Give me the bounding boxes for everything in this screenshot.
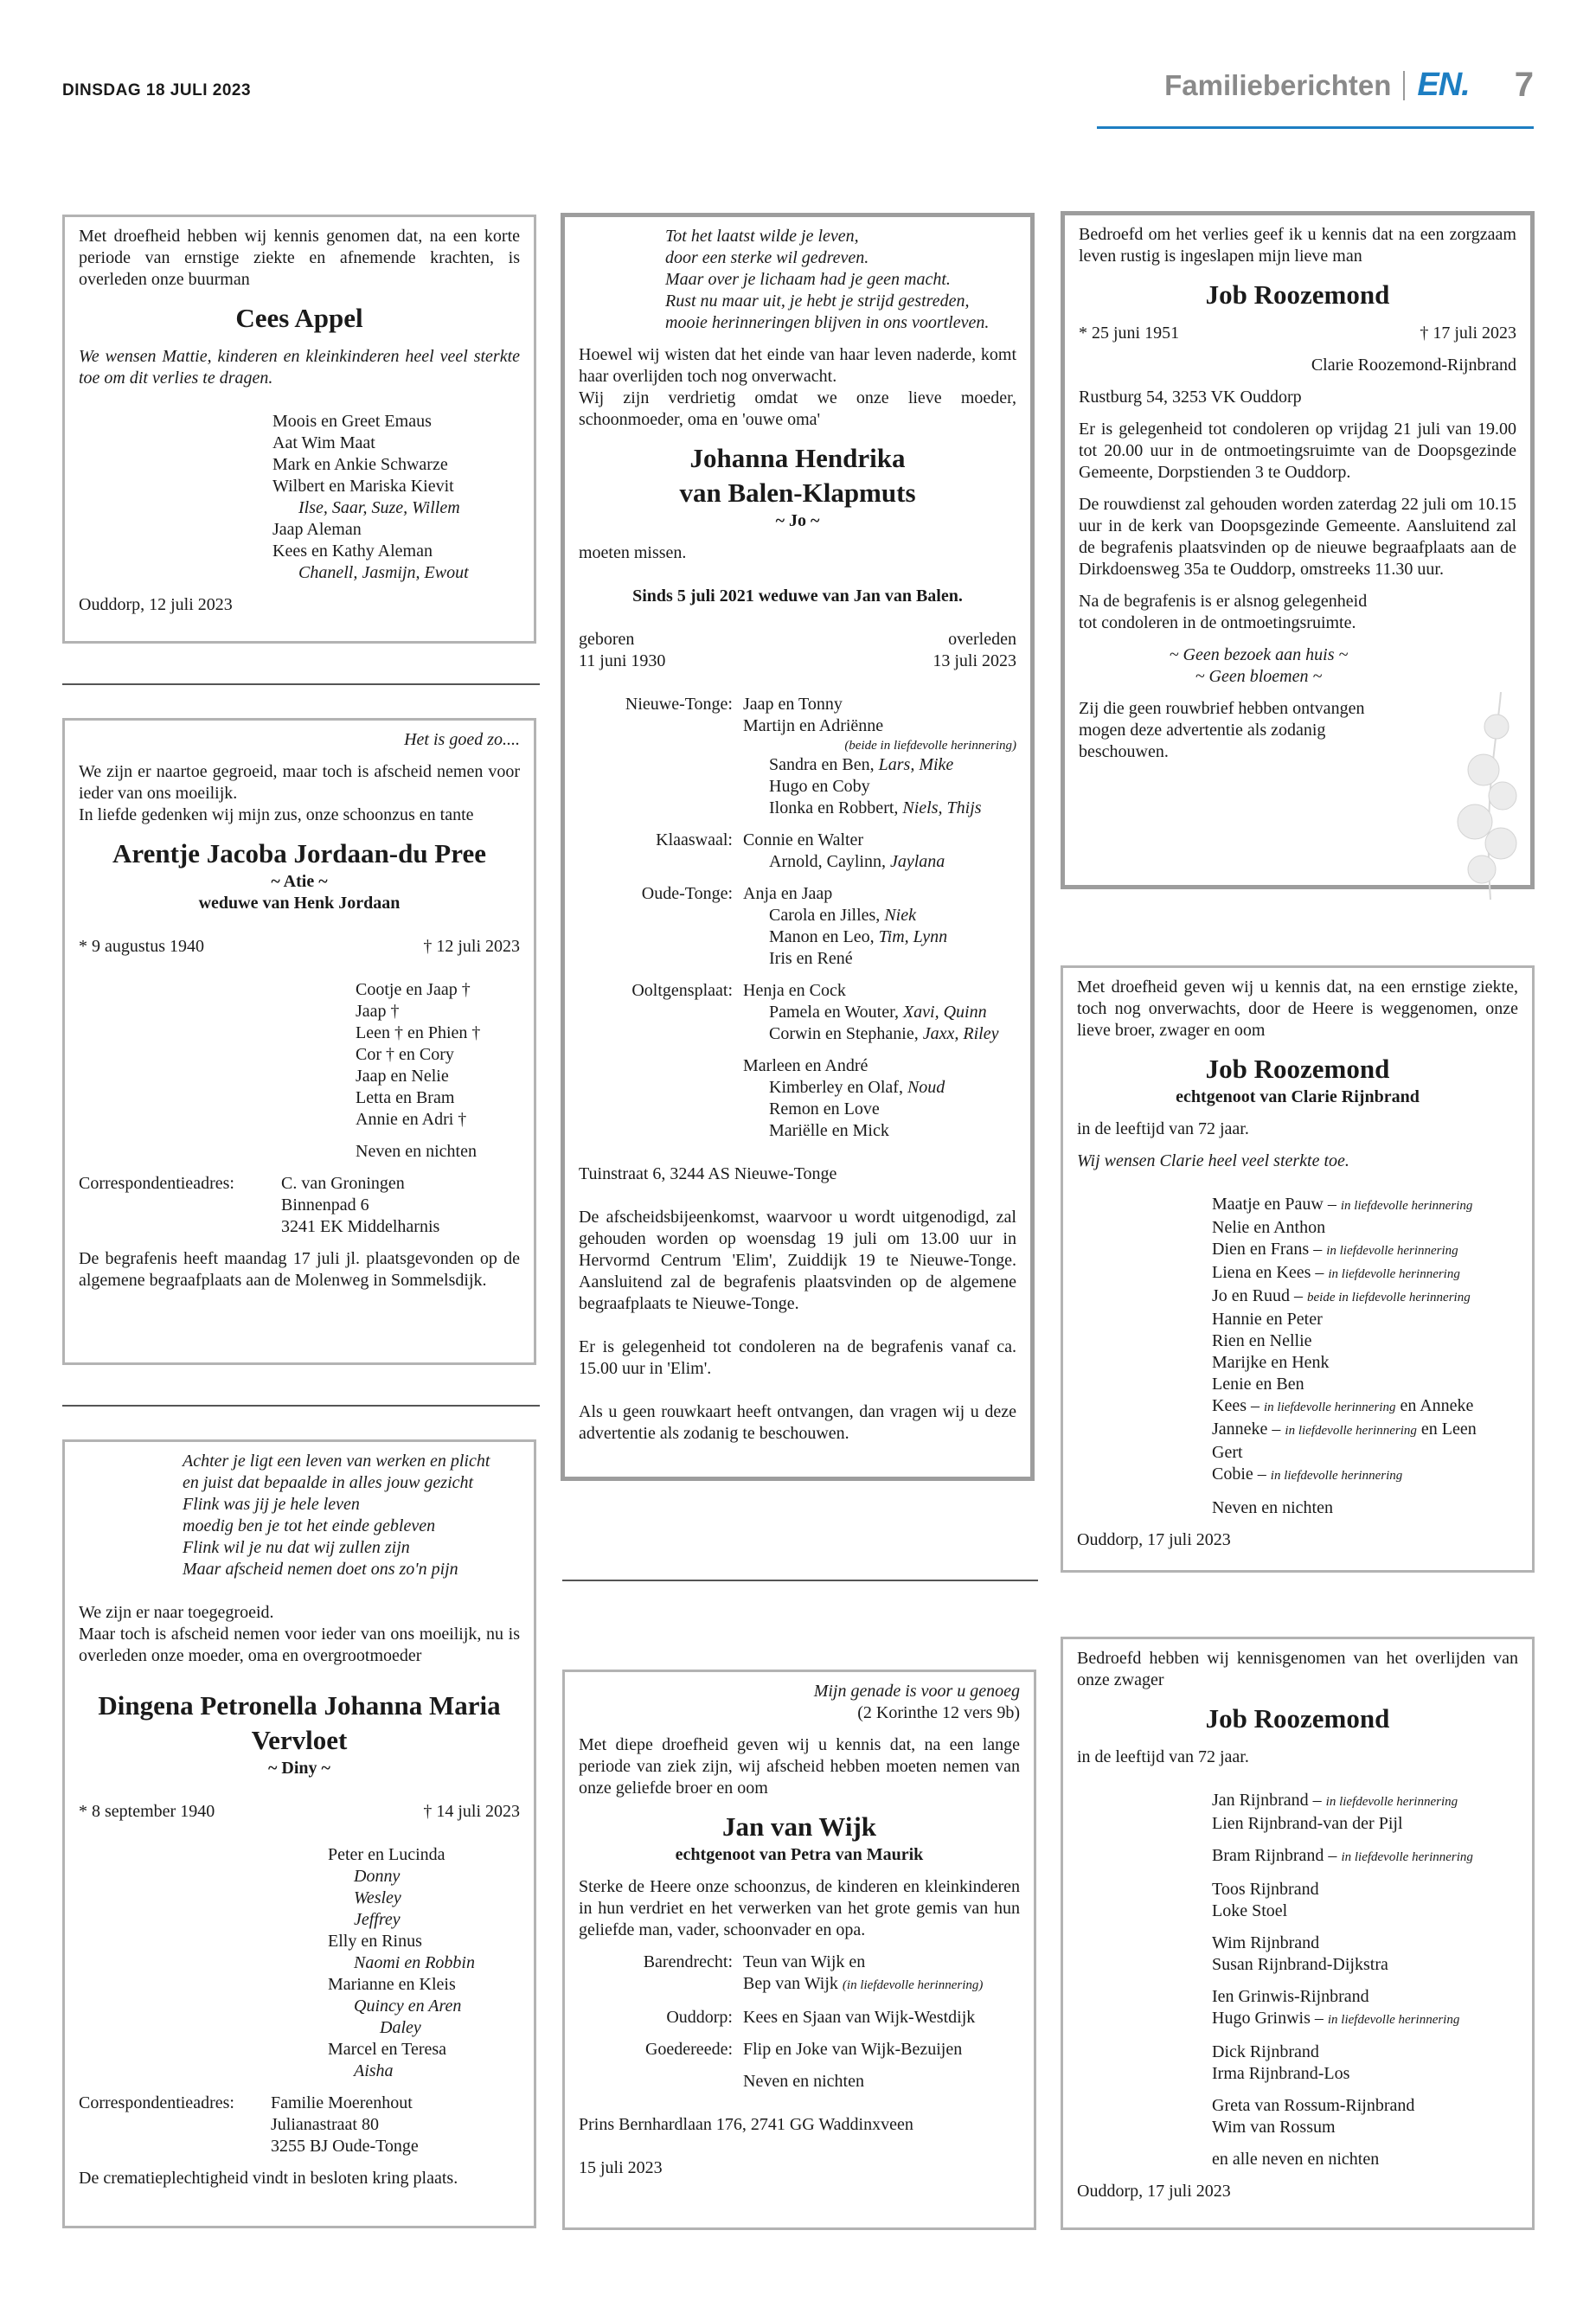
death-date: 13 juli 2023 (933, 651, 1016, 670)
ad4-miss: moeten missen. (579, 543, 687, 562)
address-line: Binnenpad 6 (281, 1195, 369, 1215)
signatory (1212, 1845, 1518, 1868)
signatory: Daley (380, 2018, 421, 2037)
signatory: Annie en Adri † (356, 1110, 467, 1129)
family-name: Teun van Wijk en (743, 1952, 866, 1971)
ad2-widow: weduwe van Henk Jordaan (198, 894, 401, 913)
signatory: en alle neven en nichten (1212, 2150, 1380, 2169)
orchid-decoration (1449, 692, 1535, 900)
ad5-family-other (579, 2071, 1020, 2093)
signatory: Cor † en Cory (356, 1045, 454, 1064)
children-names: Niels, Thijs (902, 798, 982, 817)
ad4-nick: ~ Jo ~ (775, 511, 820, 530)
ad6-wife: Clarie Roozemond-Rijnbrand (1311, 356, 1516, 375)
en-logo: EN. (1417, 67, 1470, 103)
place-label: Nieuwe-Tonge: (625, 695, 733, 714)
ad5-family-goedereede (579, 2039, 1020, 2061)
ad4-p3: De afscheidsbijeenkomst, waarvoor u wordt uitgenodigd, zal gehouden worden op woensdag 19 juli om 13.00 uur in Hervormd Centrum 'Elim', Zuiddijk 19 te Nieuwe-Tonge. Aansluitend zal de begrafenis plaatsvinden op de algemene begraafplaats te Nieuwe-Tonge. (579, 1208, 1016, 1313)
family-name-part: Arnold, Caylinn, (769, 852, 890, 871)
poem-line: Tot het laatst wilde je leven, (665, 227, 859, 246)
born-label: geboren (579, 630, 635, 649)
poem-line: Achter je ligt een leven van werken en plicht (183, 1452, 490, 1471)
place-label: Barendrecht: (643, 1952, 733, 1971)
signatory: Nelie en Anthon (1212, 1218, 1326, 1237)
poem-line: mooie herinneringen blijven in ons voortleven. (665, 313, 990, 332)
ad7-spouse: echtgenoot van Clarie Rijnbrand (1176, 1087, 1420, 1106)
ad-johanna-van-balen (561, 213, 1035, 1481)
signatory: Kees en Kathy Aleman (272, 542, 433, 561)
ad5-date: 15 juli 2023 (579, 2158, 663, 2177)
signatory: Elly en Rinus (328, 1932, 422, 1951)
signatory: Donny (354, 1867, 401, 1886)
ad6-p5b: mogen deze advertentie als zodanig (1079, 721, 1326, 740)
ad6-p4b: tot condoleren in de ontmoetingsruimte. (1079, 613, 1356, 632)
signatory: Letta en Bram (356, 1088, 455, 1107)
correspondence-label: Correspondentieadres: (79, 1174, 234, 1193)
family-name: Connie en Walter (743, 830, 864, 849)
ad8-name: Job Roozemond (1205, 1703, 1390, 1734)
ad2-motto: Het is goed zo.... (404, 730, 520, 749)
signatory (1212, 1239, 1518, 1262)
signatory-name-part: en Leen (1416, 1420, 1477, 1439)
died-label: overleden (948, 630, 1016, 649)
poem-line: Flink was jij je hele leven (183, 1495, 360, 1514)
ad4-poem (579, 226, 1016, 334)
ad8-place: Ouddorp, 17 juli 2023 (1077, 2182, 1231, 2201)
ad6-p4a: Na de begrafenis is er alsnog gelegenheid (1079, 592, 1368, 611)
place-label: Klaaswaal: (656, 830, 733, 849)
family-name: Neven en nichten (743, 2072, 864, 2091)
place-label: Ouddorp: (666, 2008, 733, 2027)
ad3-signatories (79, 1844, 520, 2082)
memory-note: in liefdevolle herinnering (1328, 1267, 1460, 1281)
poem-line: en juist dat bepaalde in alles jouw gezicht (183, 1473, 474, 1492)
family-name: Marleen en André (743, 1056, 869, 1075)
signatory (1212, 1790, 1518, 1813)
ad4-widow: Sinds 5 juli 2021 weduwe van Jan van Balen. (632, 586, 963, 606)
signatory: Neven en nichten (356, 1142, 477, 1161)
memory-note: beide in liefdevolle herinnering (1307, 1291, 1471, 1304)
family-name-part: Sandra en Ben, (769, 755, 879, 774)
family-name-part: Ilonka en Robbert, (769, 798, 903, 817)
ad5-address: Prins Bernhardlaan 176, 2741 GG Waddinxveen (579, 2115, 913, 2134)
ad4-p2: Wij zijn verdrietig omdat we onze lieve moeder, schoonmoeder, oma en 'ouwe oma' (579, 388, 1016, 429)
ad7-age: in de leeftijd van 72 jaar. (1077, 1119, 1249, 1138)
ad1-wish: We wensen Mattie, kinderen en kleinkinderen heel veel sterkte toe om dit verlies te dragen. (79, 347, 520, 388)
ad2-signatories (79, 979, 520, 1163)
ad5-p2: Sterke de Heere onze schoonzus, de kinderen en kleinkinderen in hun verdriet en het verwerken van het grote gemis van hun geliefde man, vader, schoonvader en opa. (579, 1877, 1020, 1939)
ad2-p2: In liefde gedenken wij mijn zus, onze schoonzus en tante (79, 805, 474, 824)
family-name (743, 1973, 1020, 1997)
signatory (1212, 1262, 1518, 1285)
family-name: Iris en René (769, 949, 853, 968)
family-name: Mariëlle en Mick (769, 1121, 889, 1140)
family-name (743, 1002, 1016, 1023)
header-date: DINSDAG 18 JULI 2023 (62, 81, 252, 99)
signatory: Wilbert en Mariska Kievit (272, 477, 454, 496)
signatory: Irma Rijnbrand-Los (1212, 2064, 1350, 2083)
ad-arentje-jordaan (62, 718, 536, 1365)
signatory: Aat Wim Maat (272, 433, 375, 452)
signatory: Ien Grinwis-Rijnbrand (1212, 1987, 1369, 2006)
signatory: Cootje en Jaap † (356, 980, 471, 999)
column-separator (62, 1405, 540, 1407)
signatory: Wim Rijnbrand (1212, 1933, 1320, 1952)
family-name: Hugo en Coby (769, 777, 870, 796)
family-name (743, 754, 1016, 776)
signatory: Leen † en Phien † (356, 1023, 481, 1042)
birth-date: * 25 juni 1951 (1079, 324, 1180, 343)
ad8-p1: Bedroefd hebben wij kennisgenomen van het overlijden van onze zwager (1077, 1649, 1518, 1689)
header-rule (1097, 126, 1534, 129)
signatory: Neven en nichten (1212, 1498, 1333, 1517)
signatory-name: Jan Rijnbrand – (1212, 1791, 1322, 1810)
signatory: Chanell, Jasmijn, Ewout (298, 563, 469, 582)
poem-line: Maar over je lichaam had je geen macht. (665, 270, 951, 289)
birth-date: * 9 augustus 1940 (79, 937, 204, 956)
birth-date: * 8 september 1940 (79, 1802, 215, 1821)
ad-job-roozemond-family (1061, 965, 1535, 1573)
children-names: Lars, Mike (878, 755, 954, 774)
signatory: Peter en Lucinda (328, 1845, 445, 1864)
family-name (743, 1077, 1016, 1099)
poem-line: Flink wil je nu dat wij zullen zijn (183, 1538, 410, 1557)
signatory-name: Liena en Kees – (1212, 1263, 1324, 1282)
ad5-motto1: Mijn genade is voor u genoeg (813, 1682, 1020, 1701)
signatory: Quincy en Aren (354, 1997, 462, 2016)
place-label: Ooltgensplaat: (631, 981, 733, 1000)
ad4-address: Tuinstraat 6, 3244 AS Nieuwe-Tonge (579, 1164, 837, 1183)
children-names: Noud (907, 1078, 945, 1097)
place-label: Goedereede: (644, 2040, 733, 2059)
memory-note: in liefdevolle herinnering (1340, 1199, 1473, 1213)
ad7-name: Job Roozemond (1205, 1054, 1390, 1084)
signatory: Marianne en Kleis (328, 1975, 456, 1994)
ad1-signatories (79, 411, 520, 584)
signatory: Jeffrey (354, 1910, 401, 1929)
family-name-part: Carola en Jilles, (769, 906, 885, 925)
ad2-p1: We zijn er naartoe gegroeid, maar toch is afscheid nemen voor ieder van ons moeilijk. (79, 762, 520, 803)
signatory: Lien Rijnbrand-van der Pijl (1212, 1814, 1403, 1833)
memory-note: in liefdevolle herinnering (1326, 1244, 1458, 1258)
signatory: Wim van Rossum (1212, 2118, 1336, 2137)
signatory: Aisha (354, 2061, 394, 2080)
ad-dingena-vervloet (62, 1439, 536, 2228)
death-date: † 17 juli 2023 (1420, 324, 1516, 343)
children-names: Jaylana (890, 852, 945, 871)
header-divider (1403, 71, 1405, 100)
family-name (743, 905, 1016, 926)
ad4-p5: Als u geen rouwkaart heeft ontvangen, dan vragen wij u deze advertentie als zodanig te beschouwen. (579, 1402, 1016, 1443)
signatory-name: Bram Rijnbrand – (1212, 1846, 1337, 1865)
family-name: Anja en Jaap (743, 884, 833, 903)
address-line: Familie Moerenhout (271, 2093, 413, 2112)
family-name-part: Pamela en Wouter, (769, 1003, 903, 1022)
family-name: Jaap en Tonny (743, 695, 843, 714)
signatory: Wesley (354, 1888, 401, 1907)
ad-cees-appel (62, 215, 536, 644)
ad4-name1: Johanna Hendrika (689, 443, 906, 473)
family-name-part: Kimberley en Olaf, (769, 1078, 907, 1097)
signatory (1212, 1395, 1518, 1419)
children-names: Jaxx, Riley (922, 1024, 999, 1043)
signatory-name-part: en Anneke (1395, 1396, 1474, 1415)
ad4-family-klaaswaal (579, 830, 1016, 873)
birth-date: 11 juni 1930 (579, 651, 666, 670)
ad1-name: Cees Appel (235, 303, 363, 333)
ad5-p1: Met diepe droefheid geven wij u kennis dat, na een lange periode van ziek zijn, wij afscheid hebben moeten nemen van onze geliefde broer en oom (579, 1735, 1020, 1798)
signatory-name: Cobie – (1212, 1465, 1266, 1484)
signatory: Lenie en Ben (1212, 1375, 1304, 1394)
signatory-name: Janneke – (1212, 1420, 1281, 1439)
memory-note: in liefdevolle herinnering (1285, 1424, 1417, 1438)
signatory-name: Hugo Grinwis – (1212, 2009, 1324, 2028)
ad3-name: Dingena Petronella Johanna Maria Vervloet (98, 1690, 501, 1755)
signatory: Marcel en Teresa (328, 2040, 447, 2059)
signatory: Dick Rijnbrand (1212, 2042, 1319, 2061)
memory-note: (beide in liefdevolle herinnering) (844, 739, 1016, 753)
poem-line: door een sterke wil gedreven. (665, 248, 869, 267)
ad-job-roozemond-in-laws (1061, 1637, 1535, 2230)
ad3-cremation: De crematieplechtigheid vindt in besloten kring plaats. (79, 2169, 458, 2188)
ad6-dates (1079, 323, 1516, 344)
signatory: Gert (1212, 1443, 1243, 1462)
signatory (1212, 2008, 1518, 2031)
poem-line: moedig ben je tot het einde gebleven (183, 1516, 436, 1535)
memory-note: in liefdevolle herinnering (1341, 1850, 1473, 1864)
ad1-place: Ouddorp, 12 juli 2023 (79, 595, 233, 614)
address-line: 3241 EK Middelharnis (281, 1217, 440, 1236)
memory-note: in liefdevolle herinnering (1325, 1795, 1458, 1809)
signatory (1212, 1285, 1518, 1309)
ad5-family-ouddorp (579, 2007, 1020, 2029)
ad6-p2: Er is gelegenheid tot condoleren op vrijdag 21 juli van 19.00 tot 20.00 uur in de ontmoetingsruimte van de Doopsgezinde Gemeente, Dorpstienden 3 te Ouddorp. (1079, 420, 1516, 482)
signatory: Rien en Nellie (1212, 1331, 1312, 1350)
ad2-dates (79, 936, 520, 958)
family-name (743, 851, 1016, 873)
signatory-name: Jo en Ruud – (1212, 1286, 1303, 1305)
ad3-nick: ~ Diny ~ (268, 1759, 330, 1778)
ad4-family-ooltgensplaat (579, 980, 1016, 1142)
family-name-part: Bep van Wijk (743, 1974, 843, 1993)
family-name: Henja en Cock (743, 981, 846, 1000)
ad4-p1: Hoewel wij wisten dat het einde van haar leven naderde, komt haar overlijden toch nog onverwacht. (579, 345, 1016, 386)
ad2-name: Arentje Jacoba Jordaan-du Pree (112, 838, 486, 868)
signatory (1212, 1464, 1518, 1487)
ad3-p2: Maar toch is afscheid nemen voor ieder van ons moeilijk, nu is overleden onze moeder, oma en overgrootmoeder (79, 1625, 520, 1665)
signatory: Loke Stoel (1212, 1901, 1288, 1920)
ad7-wish: Wij wensen Clarie heel veel sterkte toe. (1077, 1151, 1349, 1170)
memory-note: in liefdevolle herinnering (1263, 1400, 1396, 1414)
signatory: Jaap en Nelie (356, 1067, 449, 1086)
ad3-p1: We zijn er naar toegegroeid. (79, 1603, 274, 1622)
family-name: Martijn en Adriënne (743, 716, 884, 735)
poem-line: Maar afscheid nemen doet ons zo'n pijn (183, 1560, 458, 1579)
section-title: Familieberichten (1164, 68, 1392, 101)
ad3-poem (79, 1451, 520, 1580)
column-separator (562, 1580, 1038, 1581)
signatory: Jaap Aleman (272, 520, 362, 539)
signatory-name: Maatje en Pauw – (1212, 1195, 1336, 1214)
correspondence-label: Correspondentieadres: (79, 2093, 234, 2112)
family-name: Kees en Sjaan van Wijk-Westdijk (743, 2008, 976, 2027)
ad8-signatories (1077, 1790, 1518, 2170)
ad6-p1: Bedroefd om het verlies geef ik u kennis dat na een zorgzaam leven rustig is ingeslapen mijn lieve man (1079, 225, 1516, 266)
header-right (1164, 66, 1534, 105)
children-names: Xavi, Quinn (902, 1003, 987, 1022)
signatory-name: Kees – (1212, 1396, 1259, 1415)
ad6-p3: De rouwdienst zal gehouden worden zaterdag 22 juli om 10.15 uur in de kerk van Doopsgezinde Gemeente. Aansluitend zal de begrafenis plaatsvinden op de nieuwe begraafplaats aan de Dirkdoensweg 35a te Ouddorp, omstreeks 11.30 uur. (1079, 495, 1516, 579)
ad3-correspondence (79, 2093, 520, 2157)
ad7-signatories (1077, 1194, 1518, 1519)
ad5-name: Jan van Wijk (721, 1811, 877, 1842)
children-names: Niek (884, 906, 916, 925)
memory-note: (in liefdevolle herinnering) (842, 1978, 984, 1992)
place-label: Oude-Tonge: (641, 884, 733, 903)
ad2-nick: ~ Atie ~ (271, 872, 328, 891)
ad6-name: Job Roozemond (1205, 279, 1390, 310)
signatory: Jaap † (356, 1002, 400, 1021)
ad6-address: Rustburg 54, 3253 VK Ouddorp (1079, 388, 1302, 407)
ad6-no-visit: ~ Geen bezoek aan huis ~ (1169, 645, 1349, 664)
ad6-no-flowers: ~ Geen bloemen ~ (1195, 667, 1323, 686)
address-line: C. van Groningen (281, 1174, 405, 1193)
address-line: 3255 BJ Oude-Tonge (271, 2137, 419, 2156)
signatory: Mark en Ankie Schwarze (272, 455, 448, 474)
signatory: Ilse, Saar, Suze, Willem (298, 498, 460, 517)
signatory: Moois en Greet Emaus (272, 412, 432, 431)
death-date: † 14 juli 2023 (423, 1802, 520, 1821)
signatory: Toos Rijnbrand (1212, 1880, 1319, 1899)
ad4-family-oude-tonge (579, 883, 1016, 970)
column-separator (62, 683, 540, 685)
ad-jan-van-wijk (562, 1670, 1036, 2230)
signatory (1212, 1419, 1518, 1442)
family-name (743, 926, 1016, 948)
family-name: Flip en Joke van Wijk-Bezuijen (743, 2040, 963, 2059)
ad7-p1: Met droefheid geven wij u kennis dat, na een ernstige ziekte, toch nog onverwachts, door de Heere is weggenomen, onze lieve broer, zwager en oom (1077, 977, 1518, 1040)
ad4-family-nieuwe-tonge (579, 694, 1016, 819)
address-line: Julianastraat 80 (271, 2115, 379, 2134)
memory-note: in liefdevolle herinnering (1270, 1469, 1403, 1483)
ad6-p5c: beschouwen. (1079, 742, 1169, 761)
ad4-p4: Er is gelegenheid tot condoleren na de begrafenis vanaf ca. 15.00 uur in 'Elim'. (579, 1337, 1016, 1378)
ad3-dates (79, 1801, 520, 1823)
ad5-spouse: echtgenoot van Petra van Maurik (675, 1845, 924, 1864)
signatory: Greta van Rossum-Rijnbrand (1212, 2096, 1415, 2115)
ad5-family-barendrecht (579, 1952, 1020, 1997)
ad6-p5a: Zij die geen rouwbrief hebben ontvangen (1079, 699, 1365, 718)
memory-note: in liefdevolle herinnering (1327, 2013, 1460, 2027)
signatory: Naomi en Robbin (354, 1953, 475, 1972)
children-names: Tim, Lynn (878, 927, 948, 946)
page-number: 7 (1514, 66, 1534, 104)
signatory: Susan Rijnbrand-Dijkstra (1212, 1955, 1388, 1974)
ad4-name2: van Balen-Klapmuts (679, 478, 916, 508)
family-name-part: Corwin en Stephanie, (769, 1024, 923, 1043)
death-date: † 12 juli 2023 (423, 937, 520, 956)
family-name (743, 798, 1016, 819)
ad4-dates (579, 629, 1016, 672)
ad2-correspondence (79, 1173, 520, 1238)
ad7-place: Ouddorp, 17 juli 2023 (1077, 1530, 1231, 1549)
poem-line: Rust nu maar uit, je hebt je strijd gestreden, (665, 292, 970, 311)
signatory-name: Dien en Frans – (1212, 1240, 1323, 1259)
signatory: Marijke en Henk (1212, 1353, 1330, 1372)
ad5-motto2: (2 Korinthe 12 vers 9b) (857, 1703, 1020, 1722)
signatory (1212, 1194, 1518, 1217)
family-name: Remon en Love (769, 1099, 880, 1118)
ad1-intro: Met droefheid hebben wij kennis genomen dat, na een korte periode van ernstige ziekte en afnemende krachten, is overleden onze buurman (79, 227, 520, 289)
ad8-age: in de leeftijd van 72 jaar. (1077, 1747, 1249, 1766)
family-name (743, 1023, 1016, 1045)
ad2-funeral: De begrafenis heeft maandag 17 juli jl. plaatsgevonden op de algemene begraafplaats aan de Molenweg in Sommelsdijk. (79, 1249, 520, 1290)
signatory: Hannie en Peter (1212, 1310, 1323, 1329)
family-name-part: Manon en Leo, (769, 927, 879, 946)
